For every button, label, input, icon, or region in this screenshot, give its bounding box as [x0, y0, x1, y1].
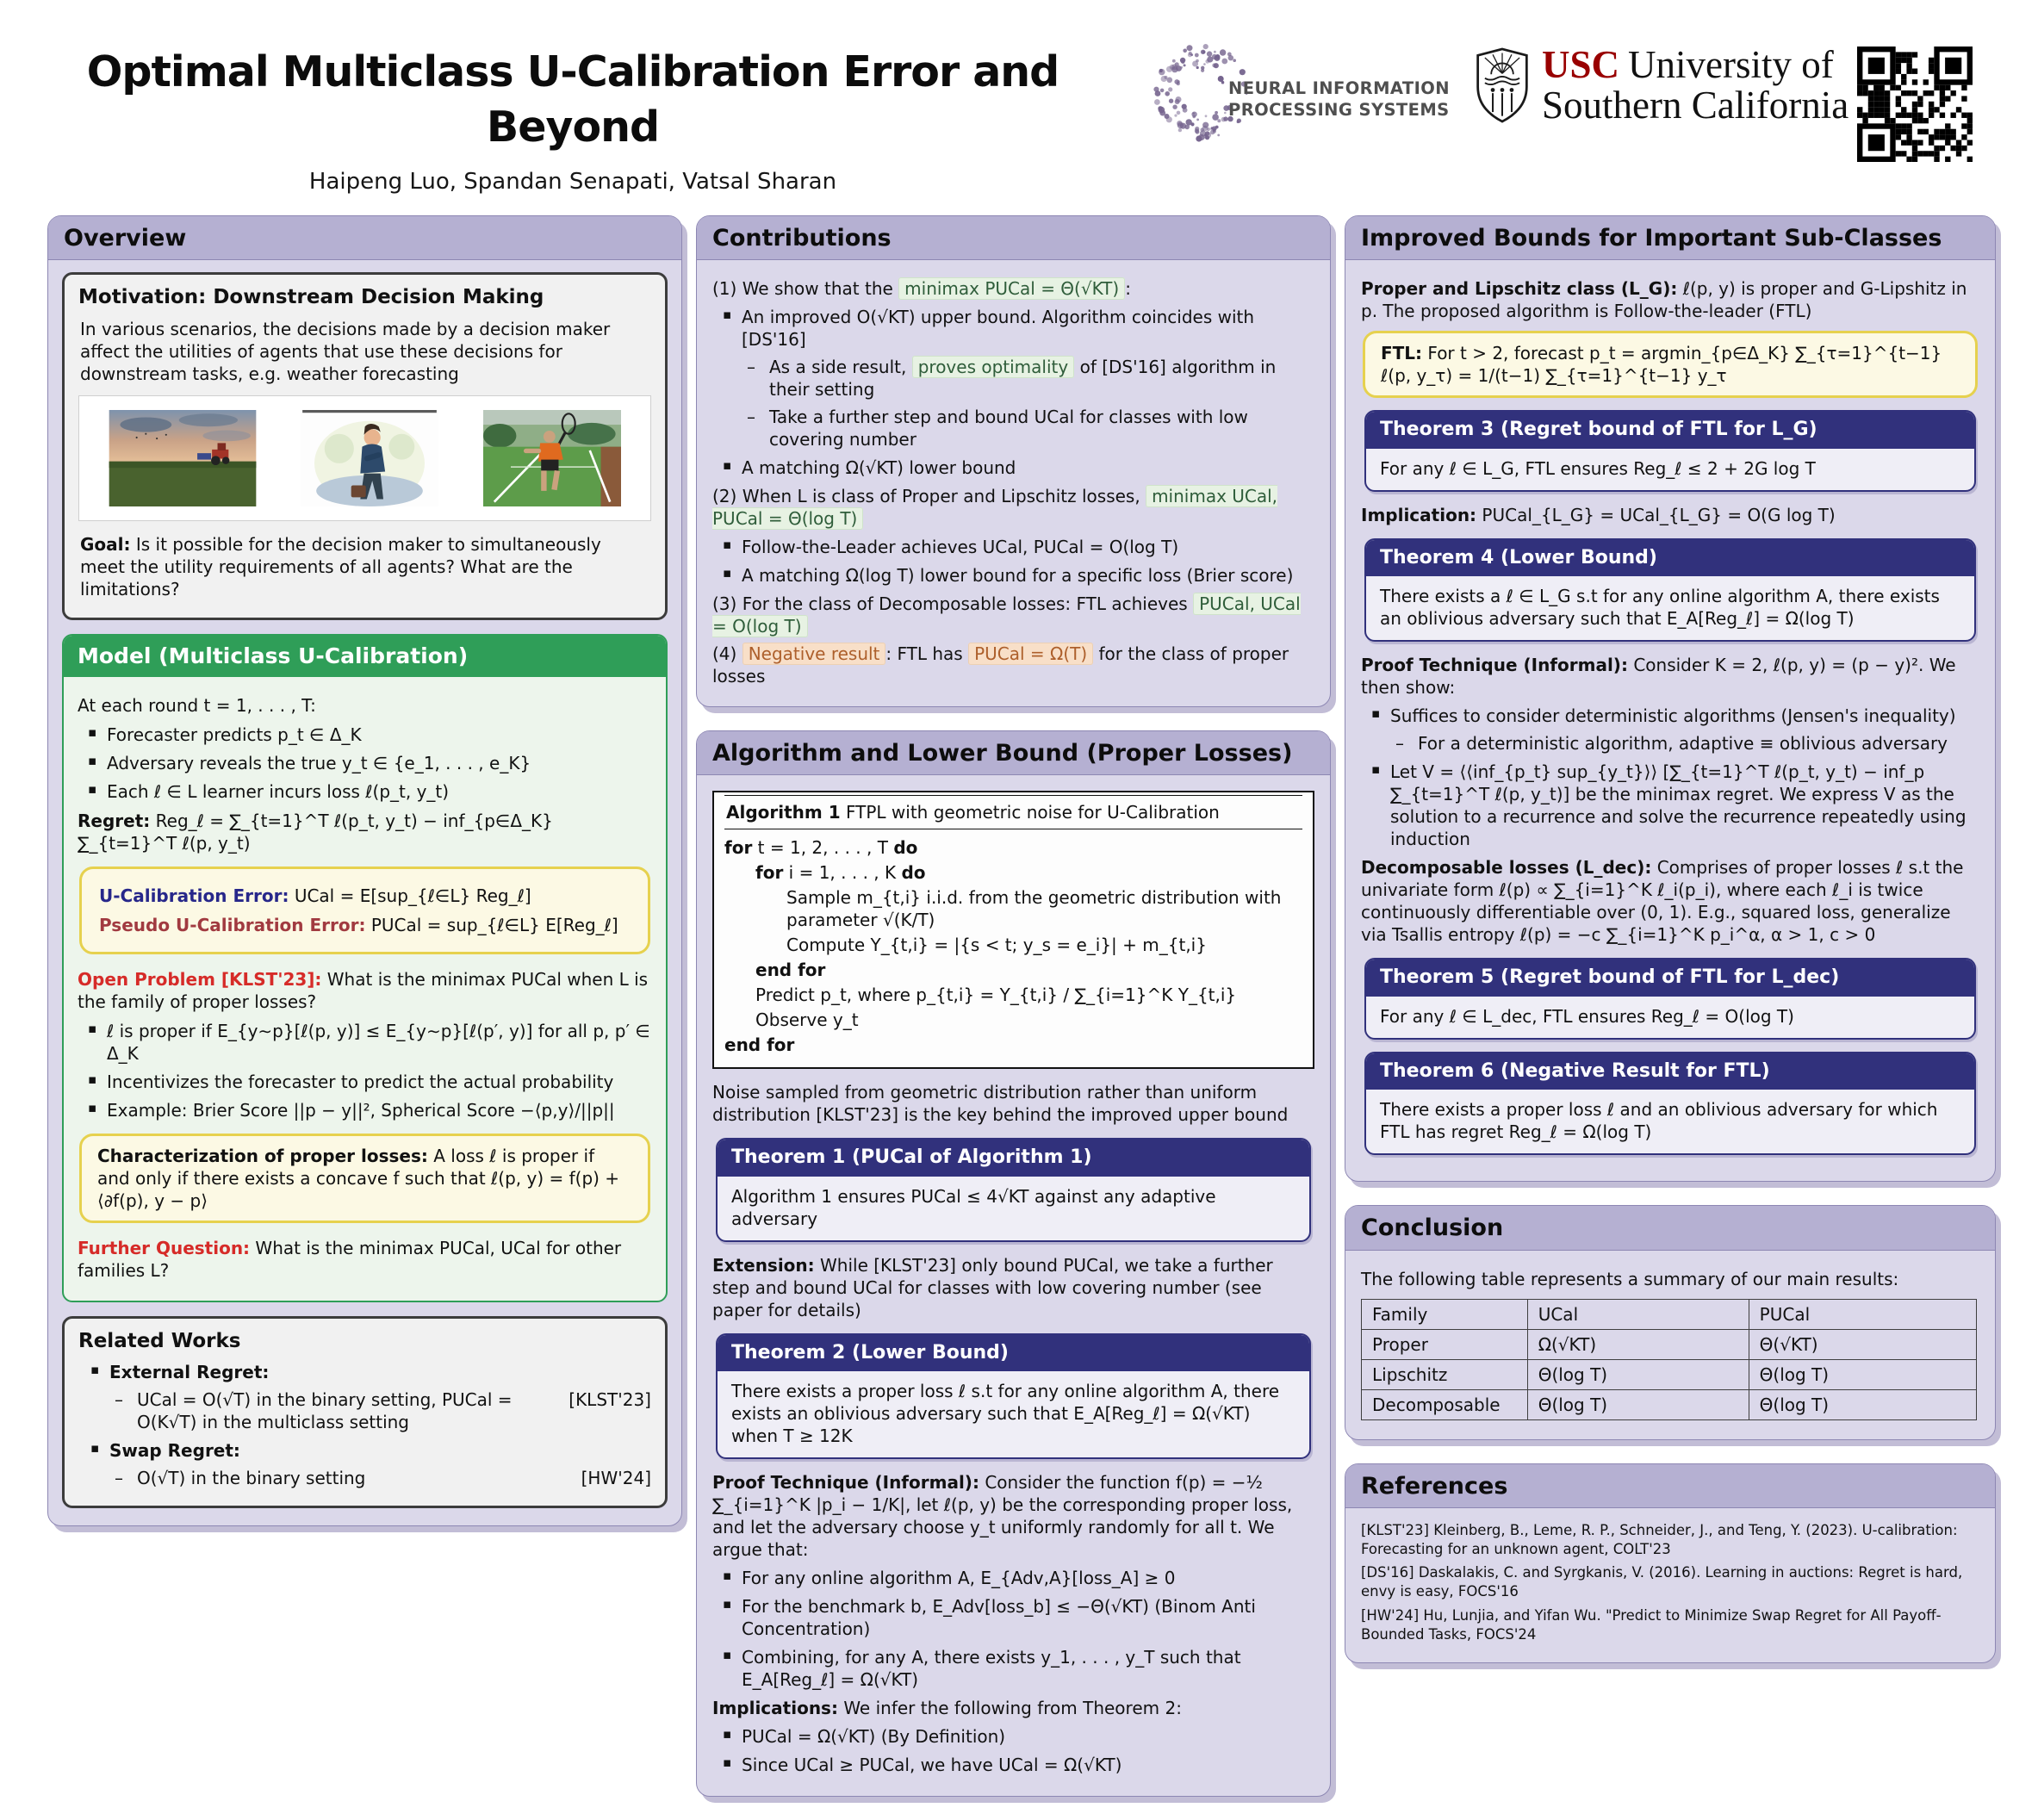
references-panel: [1345, 1463, 1996, 1664]
table-row: Decomposable Θ(log T) Θ(log T): [1362, 1389, 1977, 1419]
implications-line: Implications: We infer the following from Theorem 2:: [712, 1698, 1182, 1719]
contributions-section-title: Contributions: [697, 216, 1330, 260]
swap-regret-item: – [HW'24] O(√T) in the binary setting: [109, 1467, 651, 1489]
table-row: Lipschitz Θ(log T) Θ(log T): [1362, 1359, 1977, 1389]
model-box: [62, 634, 668, 1303]
contribution-2: (2) When L is class of Proper and Lipschitz losses, minimax UCal, PUCal = Θ(log T): [712, 486, 1278, 530]
algorithm-1-box: Algorithm 1 FTPL with geometric noise for U-Calibration for t = 1, 2, . . . , T do for i = 1, . . . , K do Sample m_{t,i} i.i.d. from the geometric distribution with parameter √(K/T) Compute Y_{t,i} = |{s < t; y_s = e_i}| + m_{t,i} end for Predict p_t, where p_{t,i} = Y_{t,i} / ∑_{i=1}^K Y_{t,i} Observe y_t end for: [712, 791, 1314, 1069]
results-col-header: PUCal: [1749, 1299, 1976, 1329]
column-right: [1345, 215, 1996, 1686]
neurips-logo: [1153, 38, 1450, 158]
contribution-4: (4) Negative result : FTL has PUCal = Ω(T) for the class of proper losses: [712, 643, 1289, 687]
pseudocode-line: for t = 1, 2, . . . , T do: [724, 837, 918, 859]
tennis-player-photo: [483, 410, 621, 506]
lipschitz-class-line: Proper and Lipschitz class (L_G): ℓ(p, y) is proper and G-Lipshitz in p. The proposed algorithm is Follow-the-leader (FTL): [1361, 278, 1967, 322]
conclusion-section-title: Conclusion: [1345, 1206, 1995, 1250]
pseudocode-line: Observe y_t: [755, 1009, 859, 1031]
pucal-label: Pseudo U-Calibration Error:: [99, 915, 366, 936]
contribution-3: (3) For the class of Decomposable losses: FTL achieves PUCal, UCal = O(log T): [712, 593, 1301, 637]
implication-line: Implication: PUCal_{L_G} = UCal_{L_G} = O(G log T): [1361, 504, 1836, 525]
algorithm-section-title: Algorithm and Lower Bound (Proper Losses): [697, 731, 1330, 775]
highlight-pucal-omega-t: PUCal = Ω(T): [968, 643, 1093, 665]
farm-tractor-photo: [109, 410, 257, 506]
overview-panel: [47, 215, 682, 1526]
subclasses-section-title: Improved Bounds for Important Sub-Classes: [1345, 216, 1995, 260]
pseudocode-line: end for: [724, 1034, 795, 1056]
pseudocode-line: end for: [755, 960, 826, 981]
conclusion-panel: [1345, 1205, 1996, 1439]
citation: – [HW'24]: [581, 1468, 651, 1489]
swap-regret-label: Swap Regret:: [109, 1440, 240, 1462]
title-block: [60, 45, 1085, 197]
subclasses-panel: Improved Bounds for Important Sub-Classes Proper and Lipschitz class (L_G): ℓ(p, y) is proper and G-Lipshitz in p. The proposed algorithm is Follow-the-leader (FTL) FTL: For t > 2, forecast p_t = argmin_{p∈Δ_K} ∑_{τ=1}^{t−1} ℓ(p, y_τ) = 1/(t−1) ∑_{τ=1}^{t−1} y_τ Theorem 3 (Regret bound of FTL for L_G) For any ℓ ∈ L_G, FTL ensures Reg_ℓ ≤ 2 + 2G log T Implication: PUCal_{L_G} = UCal_{L_G} = O(G log T) Theorem 4 (Lower Bound) There exists a ℓ ∈ L_G s.t for any online algorithm A, there exists an oblivious adversary such that E_A[Reg_ℓ] = Ω(log T) Proof Technique (Informal): Consider K = 2, ℓ(p, y) = (p − y)². We then show: ▪ Suffices to consider deterministic algorithms (Jensen's inequality) – For a deterministic algorithm, adaptive ≡ oblivious adversary ▪ Let V = ⟨⟨inf_{p_t} sup_{y_t}⟩⟩ [∑_{t=1}^T ℓ(p_t, y_t) − inf_p ∑_{t=1}^T ℓ(p, y_t)] be the minimax regret. We express V as the solution to a recurrence and solve the recurrence repeatedly using induction Decomposable losses (L_dec): Comprises of proper losses ℓ s.t the univariate form ℓ(p) ∝ ∑_{i=1}^K ℓ_i(p_i), where each ℓ_i is twice continuously differentiable over (0, 1). E.g., squared loss, generalize via Tsallis entropy ℓ(p) = −c ∑_{i=1}^K p_i^α, α > 1, c > 0 Theorem 5 (Regret bound of FTL for L_dec) For any ℓ ∈ L_dec, FTL ensures Reg_ℓ = O(log T) Theorem 6 (Negative Result for FTL) There exists a proper loss ℓ and an oblivious adversary for which FTL has regret Reg_ℓ = Ω(log T): [1345, 215, 1996, 1182]
model-bullets: [76, 724, 654, 803]
poster-authors: Haipeng Luo, Spandan Senapati, Vatsal Sharan: [308, 169, 837, 196]
extension-line: Extension: While [KLST'23] only bound PUCal, we take a further step and bound UCal for classes with low covering number (see paper for details): [712, 1254, 1273, 1320]
open-problem-line: Open Problem [KLST'23]: What is the minimax PUCal when L is the family of proper losses?: [78, 969, 649, 1013]
overview-section-title: Overview: [48, 216, 681, 260]
theorem-5-box: Theorem 5 (Regret bound of FTL for L_dec) For any ℓ ∈ L_dec, FTL ensures Reg_ℓ = O(log T): [1364, 958, 1976, 1040]
qr-code: [1857, 47, 1973, 162]
open-problem-label: Open Problem [KLST'23]:: [78, 969, 322, 991]
pseudocode-line: Compute Y_{t,i} = |{s < t; y_s = e_i}| + m_{t,i}: [786, 935, 1207, 956]
theorem-2-box: Theorem 2 (Lower Bound) There exists a proper loss ℓ s.t for any online algorithm A, there exists an oblivious adversary such that E_A[Reg_ℓ] = Ω(√KT) when T ≥ 12K: [716, 1333, 1311, 1460]
citation: – [KLST'23]: [569, 1389, 651, 1411]
model-bullet: ▪ Each ℓ ∈ L learner incurs loss ℓ(p_t, y_t): [107, 780, 654, 803]
pseudocode-line: for i = 1, . . . , K do: [755, 862, 926, 884]
further-question-label: Further Question:: [78, 1238, 251, 1259]
contribution-1: (1) We show that the minimax PUCal = Θ(√KT) :: [712, 278, 1131, 300]
proof-technique-line-2: Proof Technique (Informal): Consider K = 2, ℓ(p, y) = (p − y)². We then show:: [1361, 655, 1956, 699]
businessman-walking-illustration: [301, 410, 438, 506]
motivation-heading: Motivation: Downstream Decision Making: [78, 286, 544, 309]
external-regret-label: External Regret:: [109, 1362, 270, 1383]
table-row: Proper Ω(√KT) Θ(√KT): [1362, 1329, 1977, 1359]
conclusion-intro: The following table represents a summary of our main results:: [1361, 1268, 1899, 1289]
reference-item: [HW'24] Hu, Lunjia, and Yifan Wu. "Predict to Minimize Swap Regret for All Payoff-Bounded Tasks, FOCS'24: [1361, 1606, 1942, 1643]
proof-technique-line: Proof Technique (Informal): Consider the function f(p) = −½ ∑_{i=1}^K |p_i − 1/K|, let ℓ(p, y) be the corresponding proper loss, and let the adversary choose y_t uniformly randomly for all t. We argue that:: [712, 1472, 1293, 1561]
model-heading: Model (Multiclass U-Calibration): [64, 636, 666, 678]
theorem-1-box: Theorem 1 (PUCal of Algorithm 1) Algorithm 1 ensures PUCal ≤ 4√KT against any adaptive adversary: [716, 1138, 1311, 1242]
related-works-box: [62, 1316, 668, 1508]
theorem-4-box: Theorem 4 (Lower Bound) There exists a ℓ ∈ L_G s.t for any online algorithm A, there exists an oblivious adversary such that E_A[Reg_ℓ] = Ω(log T): [1364, 538, 1976, 643]
poster-columns: [0, 183, 2038, 1820]
open-problem-bullets: ▪ ℓ is proper if E_{y∼p}[ℓ(p, y)] ≤ E_{y∼p}[ℓ(p′, y)] for all p, p′ ∈ Δ_K ▪ Incentivizes the forecaster to predict the actual probability ▪ Example: Brier Score ||p − y||², Spherical Score −⟨p,y⟩/||p||: [76, 1020, 654, 1121]
goal-line: Goal: Is it possible for the decision maker to simultaneously meet the utility requirements of all agents? What are the limitations?: [80, 533, 601, 599]
ucal-definition-box: U-Calibration Error: UCal = E[sup_{ℓ∈L} Reg_ℓ] Pseudo U-Calibration Error: PUCal = sup_{ℓ∈L} E[Reg_ℓ]: [79, 867, 650, 954]
column-overview: [47, 215, 682, 1550]
motivation-box: [62, 272, 668, 620]
highlight-minimax-pucal: minimax PUCal = Θ(√KT): [898, 277, 1125, 300]
highlight-minimax-ucal: minimax UCal, PUCal = Θ(log T): [712, 486, 1278, 530]
usc-acronym: USC: [1542, 43, 1620, 86]
ftl-box: FTL: For t > 2, forecast p_t = argmin_{p∈Δ_K} ∑_{τ=1}^{t−1} ℓ(p, y_τ) = 1/(t−1) ∑_{τ=1}^{t−1} y_τ: [1363, 331, 1978, 398]
reference-item: [KLST'23] Kleinberg, B., Leme, R. P., Schneider, J., and Teng, Y. (2023). U-calibration: Forecasting for an unknown agent, COLT'23: [1361, 1521, 1958, 1557]
model-round-line: At each round t = 1, . . . , T:: [78, 695, 316, 717]
highlight-negative-result: Negative result: [743, 643, 886, 665]
model-bullet: ▪ Forecaster predicts p_t ∈ Δ_K: [107, 724, 654, 746]
regret-label: Regret:: [78, 811, 151, 832]
neurips-logo-text: NEURAL INFORMATION PROCESSING SYSTEMS: [1228, 78, 1450, 121]
algorithm-note: Noise sampled from geometric distribution rather than uniform distribution [KLST'23] is the key behind the improved upper bound: [712, 1082, 1289, 1126]
references-section-title: References: [1345, 1464, 1995, 1508]
reference-item: [DS'16] Daskalakis, C. and Syrgkanis, V. (2016). Learning in auctions: Regret is hard, envy is easy, FOCS'16: [1361, 1564, 1963, 1600]
contributions-panel: Contributions (1) We show that the minimax PUCal = Θ(√KT) : ▪ An improved O(√KT) upper bound. Algorithm coincides with [DS'16] – As a side result, proves optimality of [DS'16] algorithm in their setting – Take a further step and bound UCal for classes with low covering number ▪ A matching Ω(√KT) lower bound (2) When L is class of Proper and Lipschitz losses, minimax UCal, PUCal = Θ(log T) ▪ Follow-the-Leader achieves UCal, PUCal = O(log T) ▪ A matching Ω(log T) lower bound for a specific loss (Brier score) (3) For the class of Decomposable losses: FTL achieves PUCal, UCal = O(log T) (4) Negative result : FTL has PUCal = Ω(T) for the class of proper losses: [696, 215, 1331, 707]
poster-title: Optimal Multiclass U-Calibration Error and Beyond: [86, 47, 1059, 152]
related-works-list: [78, 1361, 651, 1489]
characterization-box: Characterization of proper losses: A loss ℓ is proper if and only if there exists a concave f such that ℓ(p, y) = f(p) + ⟨∂f(p), y − p⟩: [79, 1134, 650, 1223]
poster-header: [0, 0, 2038, 196]
related-works-heading: Related Works: [78, 1330, 241, 1353]
decomposable-line: Decomposable losses (L_dec): Comprises of proper losses ℓ s.t the univariate form ℓ(p) ∝ ∑_{i=1}^K ℓ_i(p_i), where each ℓ_i is twice continuously differentiable over (0, 1). E.g., squared loss, generalize via Tsallis entropy ℓ(p) = −c ∑_{i=1}^K p_i^α, α > 1, c > 0: [1361, 857, 1964, 946]
goal-label: Goal:: [80, 533, 131, 555]
usc-logo-text: USC University of Southern California: [1542, 43, 1849, 127]
algorithm-panel: Algorithm and Lower Bound (Proper Losses) Algorithm 1 FTPL with geometric noise for U-Calibration for t = 1, 2, . . . , T do for i = 1, . . . , K do Sample m_{t,i} i.i.d. from the geometric distribution with parameter √(K/T) Compute Y_{t,i} = |{s < t; y_s = e_i}| + m_{t,i} end for Predict p_t, where p_{t,i} = Y_{t,i} / ∑_{i=1}^K Y_{t,i} Observe y_t end for Noise sampled from geometric distribution rather than uniform distribution [KLST'23] is the key behind the improved upper bound Theorem 1 (PUCal of Algorithm 1) Algorithm 1 ensures PUCal ≤ 4√KT against any adaptive adversary Extension: While [KLST'23] only bound PUCal, we take a further step and bound UCal for classes with low covering number (see paper for details) Theorem 2 (Lower Bound) There exists a proper loss ℓ s.t for any online algorithm A, there exists an oblivious adversary such that E_A[Reg_ℓ] = Ω(√KT) when T ≥ 12K Proof Technique (Informal): Consider the function f(p) = −½ ∑_{i=1}^K |p_i − 1/K|, let ℓ(p, y) be the corresponding proper loss, and let the adversary choose y_t uniformly randomly for all t. We argue that: ▪ For any online algorithm A, E_{Adv,A}[loss_A] ≥ 0 ▪ For the benchmark b, E_Adv[loss_b] ≤ −Θ(√KT) (Binom Anti Concentration) ▪ Combining, for any A, there exists y_1, . . . , y_T such that E_A[Reg_ℓ] = Ω(√KT) Implications: We infer the following from Theorem 2: ▪ PUCal = Ω(√KT) (By Definition) ▪ Since UCal ≥ PUCal, we have UCal = Ω(√KT): [696, 730, 1331, 1797]
results-col-header: UCal: [1527, 1299, 1749, 1329]
pseudocode-line: Sample m_{t,i} i.i.d. from the geometric distribution with parameter √(K/T): [786, 887, 1282, 931]
results-col-header: Family: [1362, 1299, 1528, 1329]
usc-logo: [1475, 45, 1848, 126]
model-bullet: ▪ Adversary reveals the true y_t ∈ {e_1, . . . , e_K}: [107, 752, 654, 774]
motivation-body: In various scenarios, the decisions made by a decision maker affect the utilities of agents that use these decisions for downstream tasks, e.g. weather forecasting: [80, 318, 611, 384]
theorem-6-box: Theorem 6 (Negative Result for FTL) There exists a proper loss ℓ and an oblivious adversary for which FTL has regret Reg_ℓ = Ω(log T): [1364, 1052, 1976, 1156]
highlight-decomposable-bound: PUCal, UCal = O(log T): [712, 593, 1301, 637]
usc-shield-icon: [1475, 46, 1530, 125]
further-question-line: Further Question: What is the minimax PUCal, UCal for other families L?: [78, 1238, 622, 1282]
regret-line: Regret: Reg_ℓ = ∑_{t=1}^T ℓ(p_t, y_t) − inf_{p∈Δ_K} ∑_{t=1}^T ℓ(p, y_t): [78, 811, 553, 854]
characterization-label: Characterization of proper losses:: [97, 1146, 428, 1167]
column-middle: [696, 215, 1331, 1820]
algorithm-caption-label: Algorithm 1: [726, 802, 841, 823]
theorem-3-box: Theorem 3 (Regret bound of FTL for L_G) For any ℓ ∈ L_G, FTL ensures Reg_ℓ ≤ 2 + 2G log T: [1364, 410, 1976, 492]
external-regret-item: – [KLST'23] UCal = O(√T) in the binary setting, PUCal = O(K√T) in the multiclass setting: [109, 1388, 651, 1433]
ucal-label: U-Calibration Error:: [99, 885, 289, 907]
highlight-proves-optimality: proves optimality: [912, 356, 1075, 378]
pseudocode-line: Predict p_t, where p_{t,i} = Y_{t,i} / ∑_{i=1}^K Y_{t,i}: [755, 985, 1237, 1006]
results-table: [1361, 1299, 1977, 1420]
motivation-image-strip: [78, 395, 651, 521]
